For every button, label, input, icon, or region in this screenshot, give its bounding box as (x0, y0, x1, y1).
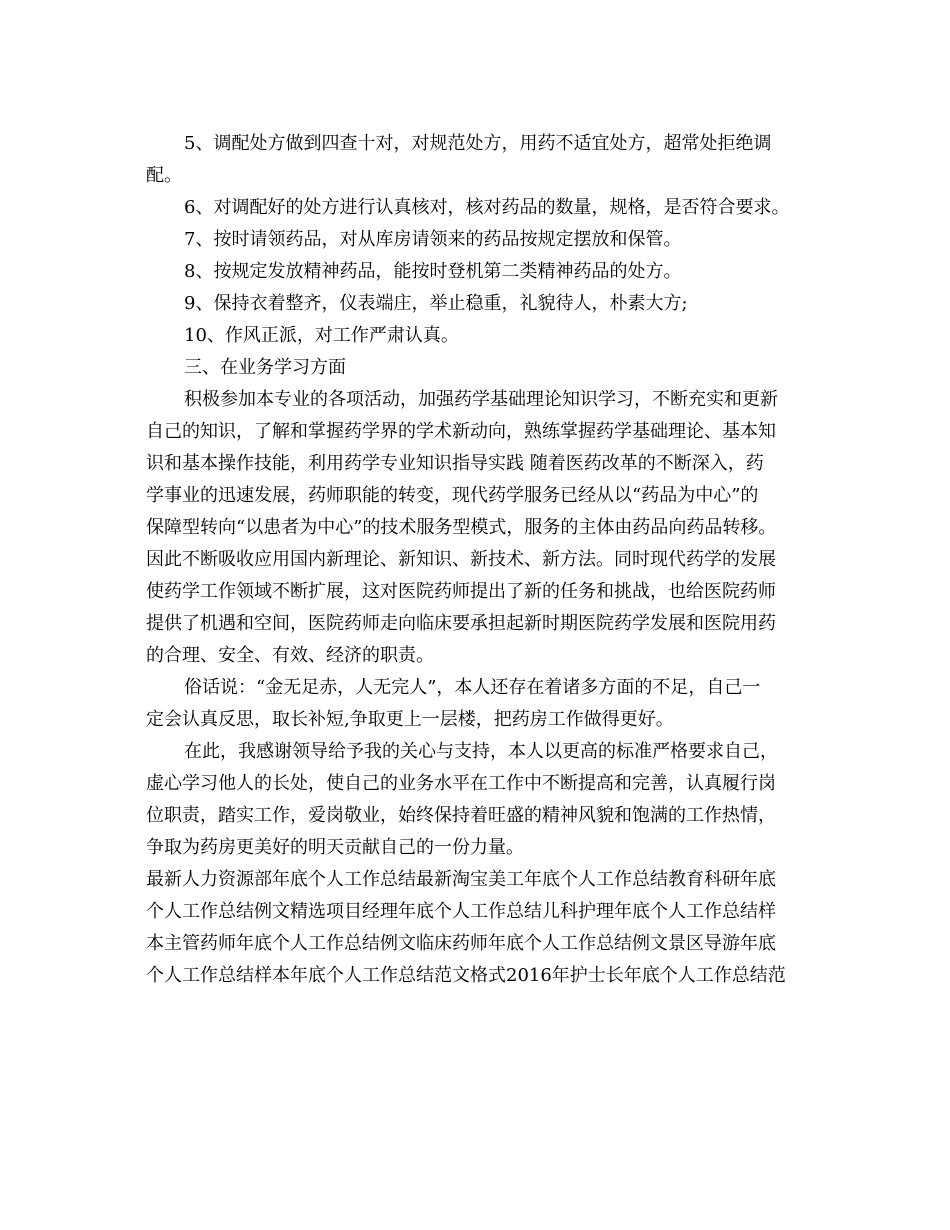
text-line: 学事业的迅速发展，药师职能的转变，现代药学服务已经从以“药品为中心”的 (146, 485, 759, 506)
text-line: 个人工作总结例文精选项目经理年底个人工作总结儿科护理年底个人工作总结样 (146, 901, 776, 922)
text-line: 5、调配处方做到四查十对，对规范处方，用药不适宜处方，超常处拒绝调 (184, 133, 772, 154)
text-line: 俗话说：“金无足赤，人无完人”，本人还存在着诸多方面的不足，自己一 (184, 677, 761, 698)
text-line: 因此不断吸收应用国内新理论、新知识、新技术、新方法。同时现代药学的发展 (146, 549, 776, 570)
text-line: 位职责，踏实工作，爱岗敬业，始终保持着旺盛的精神风貌和饱满的工作热情， (146, 805, 776, 826)
text-line: 7、按时请领药品，对从库房请领来的药品按规定摆放和保管。 (184, 229, 682, 250)
text-line: 个人工作总结样本年底个人工作总结范文格式2016年护士长年底个人工作总结范 (146, 965, 786, 986)
text-line: 自己的知识，了解和掌握药学界的学术新动向，熟练掌握药学基础理论、基本知 (146, 421, 776, 442)
text-line: 配。 (146, 165, 182, 186)
text-line: 的合理、安全、有效、经济的职责。 (146, 645, 434, 666)
text-line: 争取为药房更美好的明天贡献自己的一份力量。 (146, 837, 524, 858)
text-line: 积极参加本专业的各项活动，加强药学基础理论知识学习，不断充实和更新 (184, 389, 778, 410)
text-line: 三、在业务学习方面 (184, 357, 346, 378)
text-line: 定会认真反思，取长补短,争取更上一层楼，把药房工作做得更好。 (146, 709, 674, 730)
text-line: 10、作风正派，对工作严肃认真。 (184, 325, 459, 346)
text-line: 9、保持衣着整齐，仪表端庄，举止稳重，礼貌待人，朴素大方; (184, 293, 688, 314)
text-line: 8、按规定发放精神药品，能按时登机第二类精神药品的处方。 (184, 261, 682, 282)
text-line: 提供了机遇和空间，医院药师走向临床要承担起新时期医院药学发展和医院用药 (146, 613, 776, 634)
text-line: 识和基本操作技能，利用药学专业知识指导实践 随着医药改革的不断深入，药 (146, 453, 764, 474)
document-body (146, 128, 806, 992)
text-line: 在此，我感谢领导给予我的关心与支持，本人以更高的标准严格要求自己， (184, 741, 778, 762)
text-line: 6、对调配好的处方进行认真核对，核对药品的数量，规格，是否符合要求。 (184, 197, 790, 218)
text-line: 本主管药师年底个人工作总结例文临床药师年底个人工作总结例文景区导游年底 (146, 933, 776, 954)
text-line: 最新人力资源部年底个人工作总结最新淘宝美工年底个人工作总结教育科研年底 (146, 869, 776, 890)
text-line: 使药学工作领域不断扩展，这对医院药师提出了新的任务和挑战，也给医院药师 (146, 581, 776, 602)
text-line: 保障型转向“以患者为中心”的技术服务型模式，服务的主体由药品向药品转移。 (146, 517, 777, 538)
text-line: 虚心学习他人的长处，使自己的业务水平在工作中不断提高和完善，认真履行岗 (146, 773, 776, 794)
